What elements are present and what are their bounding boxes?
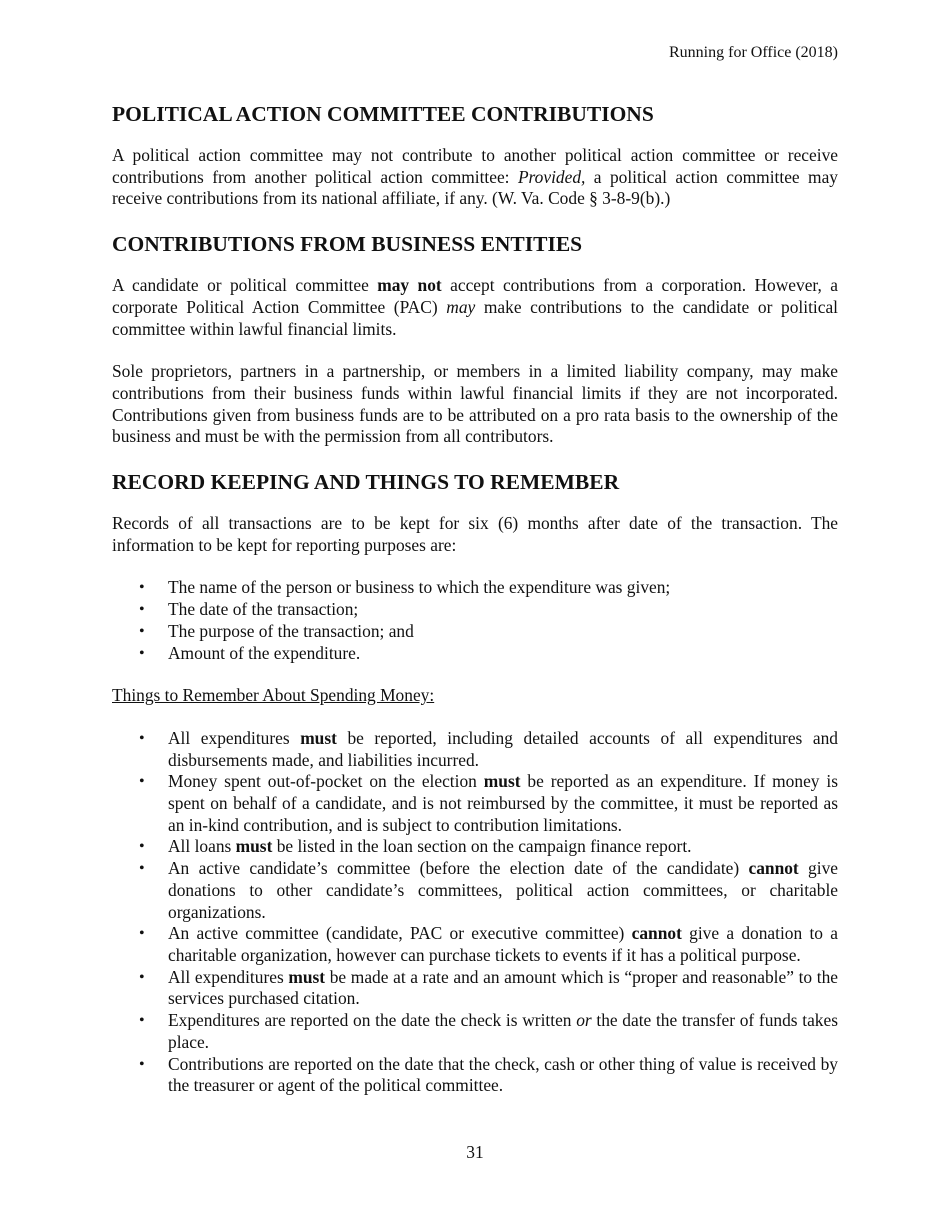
list-item-text: Amount of the expenditure. <box>168 642 361 663</box>
list-item-text: The name of the person or business to which the expenditure was given; <box>168 577 671 598</box>
remember-subheading: Things to Remember About Spending Money: <box>112 685 435 706</box>
item-text-em: or <box>576 1010 592 1031</box>
bullet-icon: • <box>139 860 145 878</box>
item-text-strong: must <box>300 727 337 748</box>
remember-list <box>112 728 838 1097</box>
pac-text-em: Provided, <box>517 166 586 187</box>
list-item <box>112 967 838 1010</box>
item-text-a: Expenditures are reported on the date the check is written <box>168 1010 577 1031</box>
item-text-b: the date the transfer of funds takes place. <box>168 1010 838 1052</box>
pac-text-b: a political action committee may receive contributions from its national affiliate, if any. (W. Va. Code § 3-8-9(b).) <box>112 166 839 209</box>
item-text-a: Contributions are reported on the date that the check, cash or other thing of value is received by the treasurer or agent of the political committee. <box>168 1053 838 1096</box>
list-item <box>112 728 838 771</box>
item-text-a: All loans <box>168 836 236 857</box>
list-item <box>112 621 838 643</box>
bullet-icon: • <box>139 1012 145 1030</box>
list-item <box>112 599 838 621</box>
item-text-a: An active candidate’s committee (before the election date of the candidate) <box>168 858 749 879</box>
business-text-c: make contributions to the candidate or political committee within lawful financial limits. <box>112 296 838 339</box>
bullet-icon: • <box>139 601 145 619</box>
item-text-b: give a donation to a charitable organization, however can purchase tickets to events if it has a political purpose. <box>168 923 838 965</box>
item-text-a: Money spent out-of-pocket on the election <box>168 771 484 792</box>
bullet-icon: • <box>139 773 145 791</box>
bullet-icon: • <box>139 729 145 747</box>
list-item <box>112 577 838 599</box>
item-text-strong: cannot <box>631 923 682 944</box>
bullet-icon: • <box>139 579 145 597</box>
item-text-a: All expenditures <box>168 966 289 987</box>
list-item-text: The date of the transaction; <box>168 599 359 620</box>
item-text-b: be reported as an expenditure. If money is spent on behalf of a candidate, and is not reimbursed by the committee, it must be reported as an in-kind contribution, and is subject to contribution limitations. <box>168 771 839 835</box>
bullet-icon: • <box>139 925 145 943</box>
list-item <box>112 858 838 923</box>
bullet-icon: • <box>139 968 145 986</box>
item-text-b: be listed in the loan section on the campaign finance report. <box>272 836 692 857</box>
list-item <box>112 836 838 858</box>
pac-paragraph <box>112 145 838 210</box>
list-item <box>112 1010 838 1053</box>
item-text-b: be made at a rate and an amount which is “proper and reasonable” to the services purchased citation. <box>168 966 838 1009</box>
running-header: Running for Office (2018) <box>669 44 838 61</box>
bullet-icon: • <box>139 838 145 856</box>
bullet-icon: • <box>139 1055 145 1073</box>
list-item <box>112 643 838 665</box>
bullet-icon: • <box>139 644 145 662</box>
list-item-text: The purpose of the transaction; and <box>168 620 414 641</box>
records-paragraph: Records of all transactions are to be kept for six (6) months after date of the transaction. The information to be kept for reporting purposes are: <box>112 513 838 555</box>
section-heading-pac: POLITICAL ACTION COMMITTEE CONTRIBUTIONS <box>112 102 654 126</box>
item-text-strong: must <box>483 771 521 792</box>
item-text-a: All expenditures <box>168 727 301 748</box>
pac-text-a: A political action committee may not contribute to another political action committee or receive contributions from another political action committee: <box>112 145 838 187</box>
page-content <box>112 100 838 1097</box>
list-item <box>112 771 838 836</box>
business-text-em: may <box>446 296 476 317</box>
records-list <box>112 577 838 664</box>
list-item <box>112 1054 838 1097</box>
item-text-b: give donations to other candidate’s committees, political action committees, or charitable organizations. <box>168 858 838 922</box>
business-paragraph-1 <box>112 275 838 340</box>
list-item <box>112 923 838 966</box>
item-text-strong: cannot <box>748 858 799 879</box>
item-text-strong: must <box>288 966 326 987</box>
business-paragraph-2: Sole proprietors, partners in a partnership, or members in a limited liability company, may make contributions from their business funds within lawful financial limits if they are not incorporated. Contributions given from business funds are to be attributed on a pro rata basis to the ownership of the business and must be with the permission from all contributors. <box>112 361 838 447</box>
item-text-strong: must <box>235 836 273 857</box>
business-text-a: A candidate or political committee <box>112 275 378 296</box>
bullet-icon: • <box>139 622 145 640</box>
business-text-strong: may not <box>377 275 442 296</box>
item-text-b: be reported, including detailed accounts of all expenditures and disbursements made, and liabilities incurred. <box>168 727 838 770</box>
business-text-b: accept contributions from a corporation. However, a corporate Political Action Committee (PAC) <box>112 275 838 317</box>
section-heading-business: CONTRIBUTIONS FROM BUSINESS ENTITIES <box>112 232 583 257</box>
section-heading-records: RECORD KEEPING AND THINGS TO REMEMBER <box>112 470 620 495</box>
page-number: 31 <box>466 1142 484 1162</box>
item-text-a: An active committee (candidate, PAC or executive committee) <box>168 923 632 944</box>
